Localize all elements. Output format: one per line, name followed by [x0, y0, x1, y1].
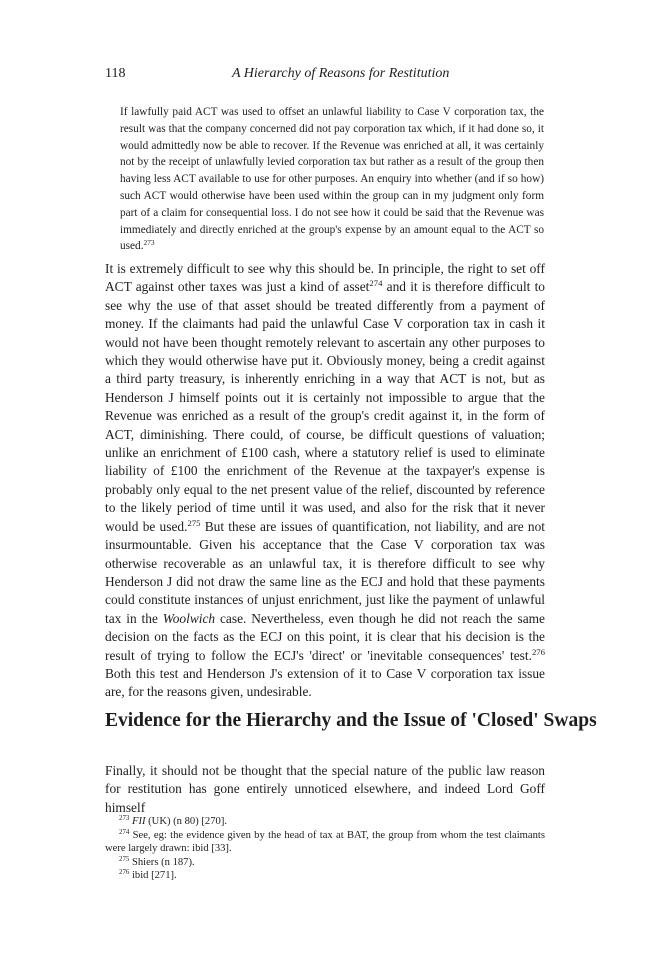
case-name: Woolwich — [162, 610, 216, 626]
footnote-text: See, eg: the evidence given by the head of tax at BAT, the group from whom the test claimants were largely drawn: ibid [33]. — [105, 829, 545, 855]
body-paragraph — [105, 260, 545, 702]
footnote-text: ibid [271]. — [129, 870, 177, 882]
paragraph-text: case. Nevertheless, even though he did not reach the same decision on the facts as the ECJ on this point, it is clear that his decision is the result of trying to follow the ECJ's 'direct' or 'inevitable consequences' test. — [105, 610, 545, 663]
paragraph-text: Finally, it should not be thought that the special nature of the public law reason for restitution has gone entirely unnoticed elsewhere, and indeed Lord Goff himself — [105, 763, 545, 815]
block-quote — [120, 104, 544, 255]
footnotes — [105, 815, 545, 883]
footnote — [105, 815, 545, 829]
footnote-text: Shiers (n 187). — [129, 856, 195, 868]
footnote-number: 273 — [119, 815, 130, 823]
footnote — [105, 829, 545, 856]
paragraph-text: and it is therefore difficult to see why the use of that asset should be treated differently from a payment of money. If the claimants had paid the unlawful Case V corporation tax in cash it would not have been thought remotely relevant to ascertain any other purposes to which they would otherwise have put it. Obviously money, being a credit against a third party treasury, is inherently enriching in a way that ACT is not, but as Henderson J himself points out it is certainly not impossible to argue that the Revenue was enriched as a result of the group's credit against it, in the form of ACT, diminishing. There could, of course, be difficult questions of valuation; unlike an enrichment of £100 cash, where a statutory relief is used to eliminate liability of £100 the enrichment of the Revenue at the taxpayer's expense is probably only equal to the net present value of the relief, discounted by reference to the likely period of time until it was used, and also for the risk that it never would be used. — [105, 279, 545, 534]
footnote-ref[interactable]: 276 — [531, 646, 545, 657]
footnote-ref[interactable]: 275 — [187, 517, 201, 528]
footnote-number: 275 — [119, 856, 130, 863]
quote-text: If lawfully paid ACT was used to offset an unlawful liability to Case V corporation tax, the result was that the company concerned did not pay corporation tax which, if it had done so, it would admittedly now be able to recover. If the Revenue was enriched at all, it was certainly not by the receipt of unlawfully levied corporation tax but rather as a result of the group then having less ACT available to use for other purposes. An enquiry into whether (and if so how) such ACT would otherwise have been used within the group can in my judgment only form part of a claim for consequential loss. I do not see how it could be said that the Revenue was immediately and directly enriched at the group's expense by an amount equal to the ACT so used. — [120, 106, 544, 253]
paragraph-text: Both this test and Henderson J's extension of it to Case V corporation tax issue are, for the reasons given, undesirable. — [105, 665, 545, 700]
page-header — [105, 66, 545, 86]
footnote-italic: FII — [131, 816, 146, 827]
section-heading: Evidence for the Hierarchy and the Issue of 'Closed' Swaps — [105, 710, 597, 731]
paragraph-text: It is extremely difficult to see why this should be. In principle, the right to set off ACT against other taxes was just a kind of asset — [105, 261, 545, 295]
running-title: A Hierarchy of Reasons for Restitution — [232, 66, 450, 81]
footnote — [105, 869, 545, 883]
footnote-ref[interactable]: 274 — [369, 278, 383, 289]
footnote — [105, 856, 545, 870]
body-paragraph — [105, 762, 545, 817]
footnote-text: (UK) (n 80) [270]. — [145, 816, 227, 827]
footnote-number: 276 — [119, 869, 130, 877]
footnote-number: 274 — [119, 828, 130, 836]
page-number: 118 — [105, 66, 126, 81]
paragraph-text: But these are issues of quantification, not liability, and are not insurmountable. Given his acceptance that the Case V corporation tax was otherwise recoverable as an unlawful tax, it is therefore difficult to see why Henderson J did not draw the same line as the ECJ and hold that these payments could constitute instances of unjust enrichment, just like the payment of unlawful tax in the — [105, 518, 545, 626]
footnote-ref[interactable]: 273 — [143, 238, 155, 248]
